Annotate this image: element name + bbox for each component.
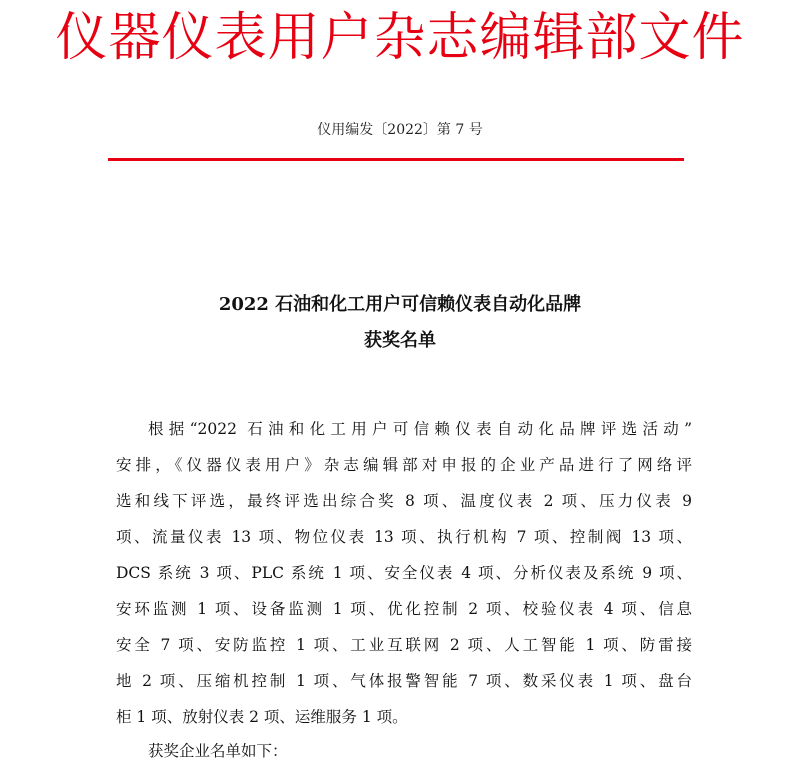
document-number: 仪用编发〔2022〕第 7 号 (317, 122, 483, 138)
body-paragraph-line: 安环监测 1 项、设备监测 1 项、优化控制 2 项、校验仪表 4 项、信息 (116, 600, 692, 618)
document-red-header: 仪器仪表用户杂志编辑部文件 (55, 8, 745, 68)
red-divider-line (108, 158, 684, 161)
body-paragraph-line: 选和线下评选，最终评选出综合奖 8 项、温度仪表 2 项、压力仪表 9 (116, 492, 692, 510)
award-list-intro: 获奖企业名单如下： (148, 742, 288, 760)
body-paragraph-line: DCS 系统 3 项、PLC 系统 1 项、安全仪表 4 项、分析仪表及系统 9 项、 (116, 564, 692, 582)
document-subtitle: 获奖名单 (364, 330, 436, 351)
body-paragraph-line: 柜 1 项、放射仪表 2 项、运维服务 1 项。 (116, 708, 408, 726)
document-title: 2022 石油和化工用户可信赖仪表自动化品牌 (218, 294, 582, 315)
body-paragraph-line: 项、流量仪表 13 项、物位仪表 13 项、执行机构 7 项、控制阀 13 项、 (116, 528, 692, 546)
body-paragraph-line: 安排，《仪器仪表用户》杂志编辑部对申报的企业产品进行了网络评 (116, 456, 692, 474)
body-paragraph-line: 地 2 项、压缩机控制 1 项、气体报警智能 7 项、数采仪表 1 项、盘台 (116, 672, 692, 690)
body-paragraph-line: 安全 7 项、安防监控 1 项、工业互联网 2 项、人工智能 1 项、防雷接 (116, 636, 692, 654)
body-paragraph-line: 根据“2022 石油和化工用户可信赖仪表自动化品牌评选活动” (148, 420, 692, 438)
